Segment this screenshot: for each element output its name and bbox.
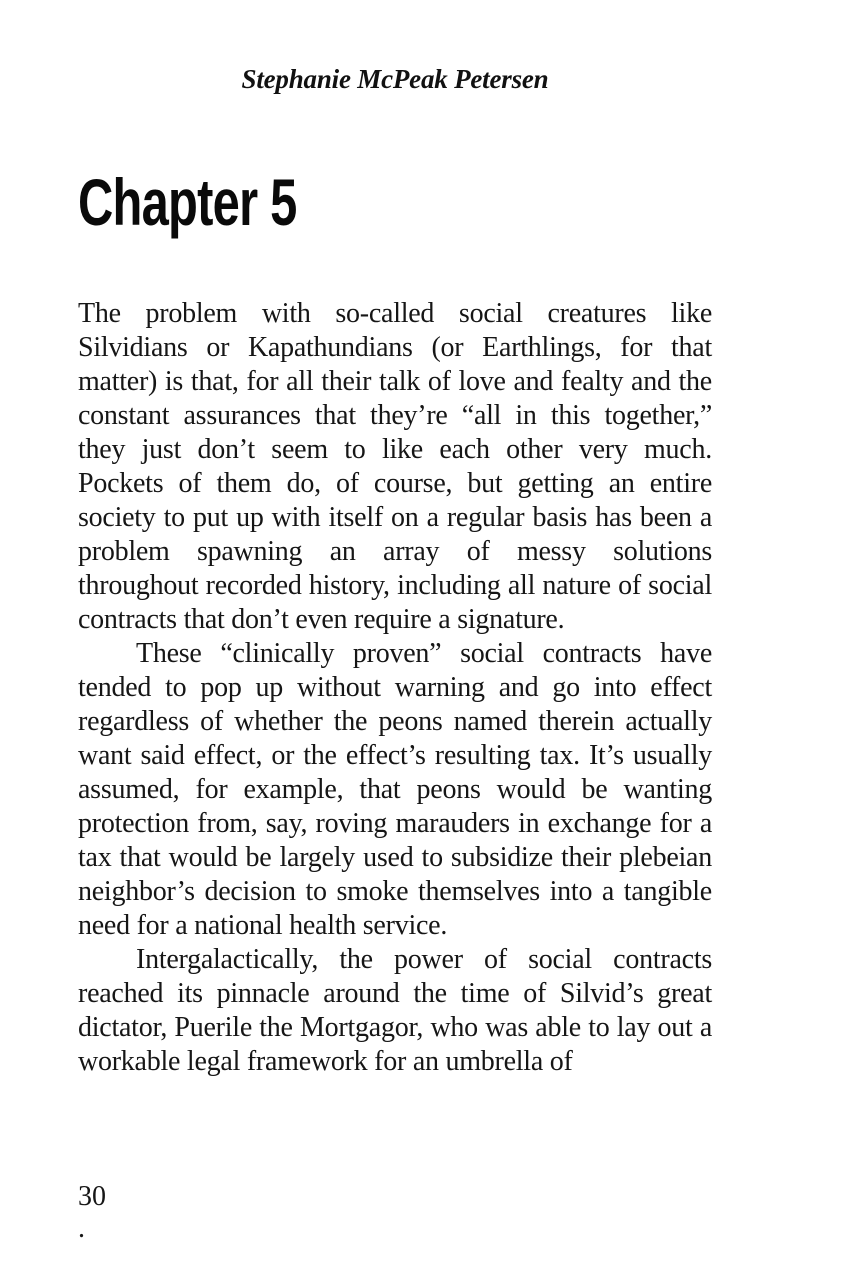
trailing-period-mark: . xyxy=(78,1213,85,1244)
body-paragraph: These “clinically proven” social contracts have tended to pop up without warning and go into effect regardless of whether the peons named therein actually want said effect, or the effect’s resulting tax. It’s usually assumed, for example, that peons would be wanting protection from, say, roving marauders in exchange for a tax that would be largely used to subsidize their plebeian neighbor’s decision to smoke themselves into a tangible need for a national health service. xyxy=(78,638,712,941)
body-text-column xyxy=(78,297,712,1079)
body-paragraph: The problem with so-called social creatures like Silvidians or Kapathundians (or Earthlings, for that matter) is that, for all their talk of love and fealty and the constant assurances that they’re “all in this together,” they just don’t seem to like each other very much. Pockets of them do, of course, but getting an entire society to put up with itself on a regular basis has been a problem spawning an array of messy solutions throughout recorded history, including all nature of social contracts that don’t even require a signature. xyxy=(78,298,712,635)
chapter-heading: Chapter 5 xyxy=(78,165,297,240)
page-number: 30 xyxy=(78,1181,106,1212)
body-paragraph: Intergalactically, the power of social contracts reached its pinnacle around the time of Silvid’s great dictator, Puerile the Mortgagor, who was able to lay out a workable legal framework for an umbrella of xyxy=(78,944,712,1077)
running-header-author: Stephanie McPeak Petersen xyxy=(241,64,549,94)
